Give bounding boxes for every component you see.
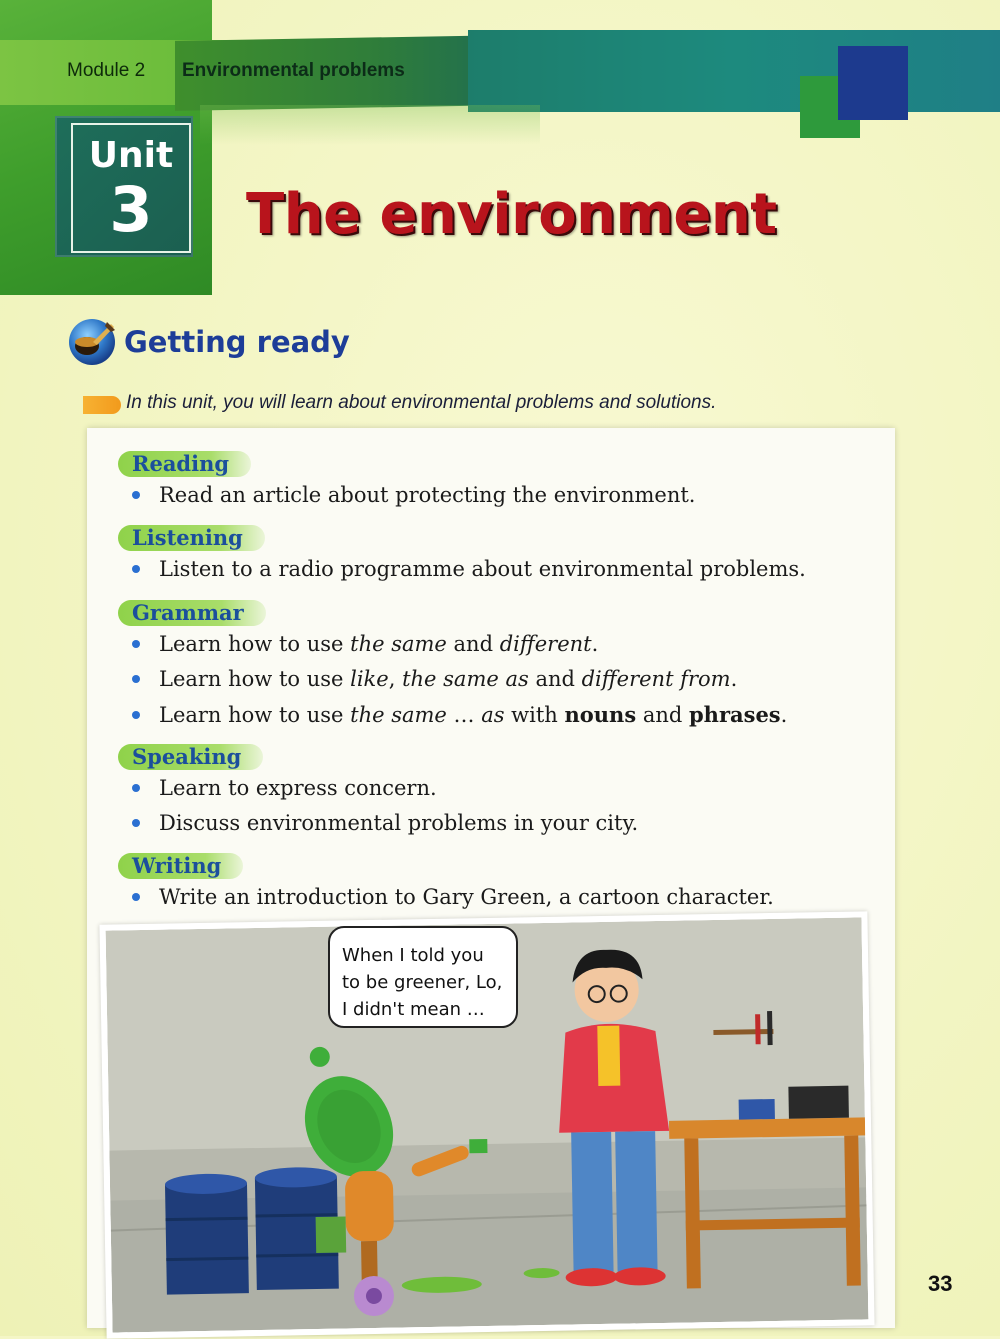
bullet-dot-icon [132, 640, 140, 648]
module-topic: Environmental problems [182, 60, 405, 81]
objective-text: Learn to express concern. [159, 776, 437, 800]
objective-text-segment: the same [350, 703, 447, 727]
objective-text-segment: … [446, 703, 482, 727]
objective-item [132, 632, 598, 656]
intro-text: In this unit, you will learn about environmental problems and solutions. [126, 392, 717, 413]
header-navy-square [838, 46, 908, 120]
unit-number: 3 [109, 173, 153, 246]
unit-title: The environment [246, 182, 777, 247]
speech-line: to be greener, Lo, [342, 972, 503, 993]
intro-marker [83, 396, 121, 414]
objective-text-segment: with [504, 703, 565, 727]
objective-text-segment: the same as [402, 667, 529, 691]
objective-text-segment: as [481, 703, 505, 727]
objective-text: Listen to a radio programme about environmental problems. [159, 557, 806, 581]
objective-text-segment: Learn how to use [159, 667, 351, 691]
unit-badge-frame [71, 123, 191, 253]
objective-text-segment: nouns [564, 702, 637, 727]
objective-text: Write an introduction to Gary Green, a cartoon character. [159, 885, 774, 909]
objective-item [132, 702, 787, 727]
getting-ready-title: Getting ready [124, 325, 350, 359]
speech-line: When I told you [342, 945, 484, 966]
section-label-speaking: Speaking [118, 744, 263, 770]
objective-text-segment: , [388, 667, 403, 691]
objective-text: Read an article about protecting the environment. [159, 483, 696, 507]
header-teal-band [468, 30, 1000, 112]
objective-text-segment: and [528, 667, 582, 691]
speech-line: I didn't mean … [342, 999, 485, 1020]
objective-text-segment: like [350, 667, 389, 691]
objective-text-segment: and [446, 632, 500, 656]
objective-item [132, 483, 695, 507]
objective-text-segment: different [499, 632, 592, 656]
header-fade [200, 105, 540, 145]
bullet-dot-icon [132, 565, 140, 573]
objective-text: Discuss environmental problems in your city. [159, 811, 639, 835]
objective-text-segment: Learn how to use [159, 632, 351, 656]
bullet-dot-icon [132, 819, 140, 827]
objective-text-segment: Learn how to use [159, 703, 351, 727]
section-label-reading: Reading [118, 451, 251, 477]
objective-text-segment: . [730, 667, 738, 691]
unit-badge [55, 116, 193, 257]
speech-bubble [328, 926, 518, 1028]
objective-text-segment: the same [350, 632, 447, 656]
bullet-dot-icon [132, 711, 140, 719]
objective-item [132, 776, 437, 800]
bullet-dot-icon [132, 491, 140, 499]
objective-item [132, 885, 774, 909]
section-label-listening: Listening [118, 525, 265, 551]
objective-text-segment: different from [581, 667, 731, 691]
section-label-grammar: Grammar [118, 600, 266, 626]
objective-text-segment: and [636, 703, 689, 727]
objective-text-segment: . [591, 632, 599, 656]
paint-pot-icon [67, 318, 117, 366]
objective-item [132, 557, 806, 581]
objective-text-segment: phrases [689, 702, 781, 727]
section-label-writing: Writing [118, 853, 243, 879]
bullet-dot-icon [132, 893, 140, 901]
objective-item [132, 811, 638, 835]
objective-text-segment: . [780, 703, 788, 727]
page-number: 33 [928, 1271, 953, 1296]
barrel-left [165, 1173, 249, 1294]
unit-word: Unit [88, 135, 174, 176]
bullet-dot-icon [132, 675, 140, 683]
module-label: Module 2 [67, 60, 146, 81]
objective-item [132, 667, 737, 691]
bullet-dot-icon [132, 784, 140, 792]
